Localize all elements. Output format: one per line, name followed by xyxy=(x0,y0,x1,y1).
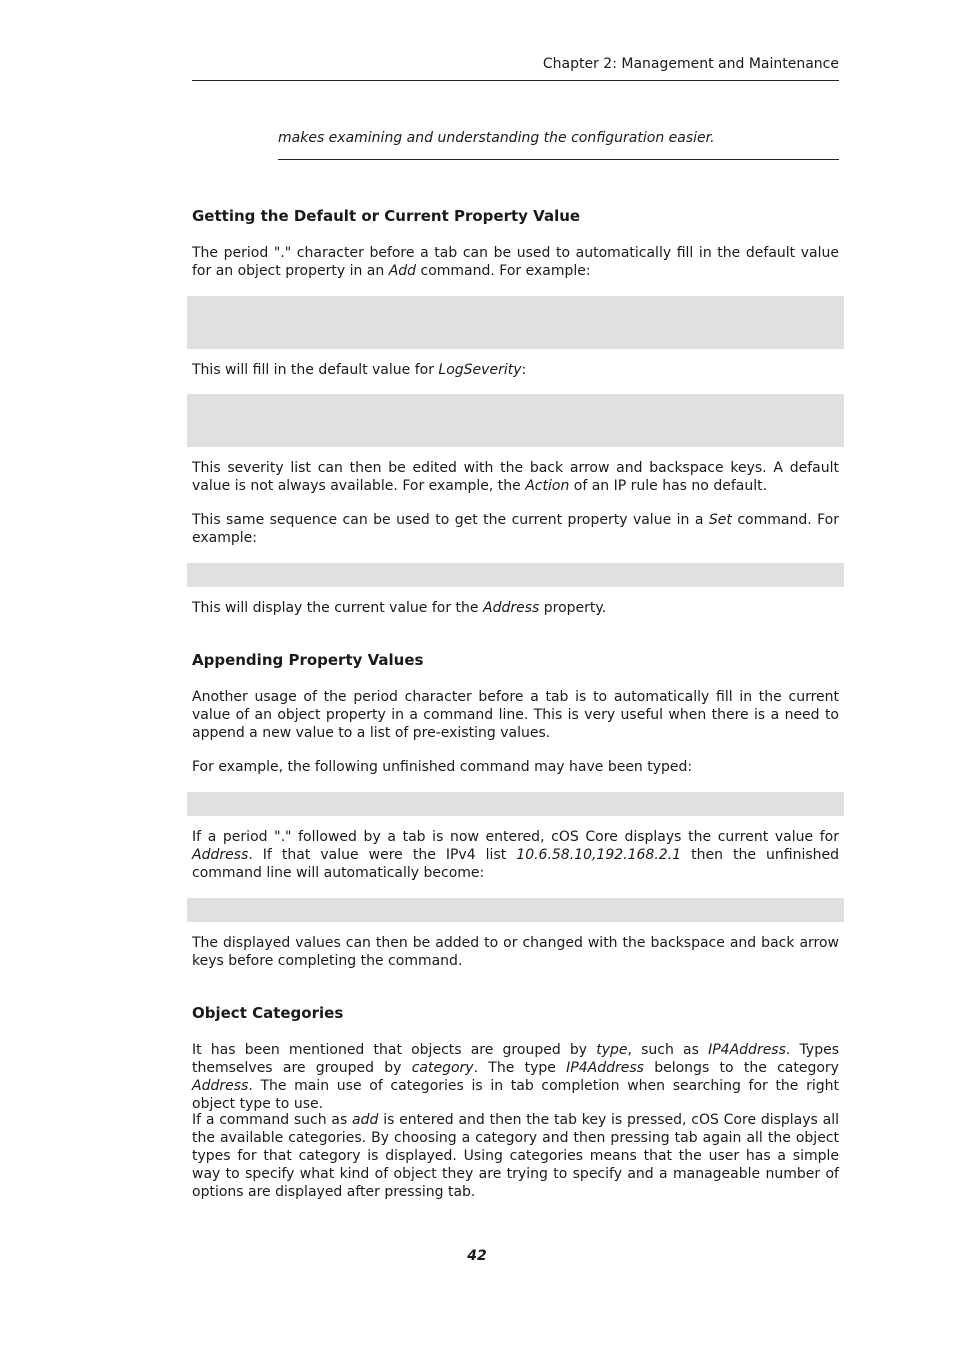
paragraph: This same sequence can be used to get the current property value in a Set command. For example: xyxy=(192,512,839,546)
paragraph: The displayed values can then be added to or changed with the backspace and back arrow keys before completing the command. xyxy=(192,935,839,969)
note-rule xyxy=(278,159,839,160)
page-number: 42 xyxy=(467,1248,487,1264)
code-block xyxy=(187,898,844,922)
running-header: Chapter 2: Management and Maintenance xyxy=(542,56,839,72)
code-block xyxy=(187,792,844,816)
section-title-object-categories: Object Categories xyxy=(192,1004,344,1022)
header-rule xyxy=(192,80,839,81)
paragraph: This will display the current value for the Address property. xyxy=(192,600,607,616)
code-block xyxy=(187,563,844,587)
note-tail: makes examining and understanding the configuration easier. xyxy=(278,130,715,146)
paragraph: It has been mentioned that objects are grouped by type, such as IP4Address. Types themselves are grouped by category. The type IP4Address belongs to the category Address. The main use of categories is in tab completion when searching for the right object type to use. xyxy=(192,1042,839,1112)
paragraph: The period "." character before a tab can be used to automatically fill in the default value for an object property in an Add command. For example: xyxy=(192,245,839,279)
paragraph: This severity list can then be edited with the back arrow and backspace keys. A default value is not always available. For example, the Action of an IP rule has no default. xyxy=(192,460,839,494)
section-title-appending: Appending Property Values xyxy=(192,651,424,669)
code-block xyxy=(187,296,844,349)
paragraph: If a command such as add is entered and then the tab key is pressed, cOS Core displays all the available categories. By choosing a category and then pressing tab again all the object types for that category is displayed. Using categories means that the user has a simple way to specify what kind of object they are trying to specify and a manageable number of options are displayed after pressing tab. xyxy=(192,1112,839,1200)
paragraph: For example, the following unfinished command may have been typed: xyxy=(192,759,693,775)
section-title-default-value: Getting the Default or Current Property Value xyxy=(192,207,581,225)
paragraph: This will fill in the default value for LogSeverity: xyxy=(192,362,527,378)
paragraph: Another usage of the period character before a tab is to automatically fill in the current value of an object property in a command line. This is very useful when there is a need to append a new value to a list of pre-existing values. xyxy=(192,689,839,741)
paragraph: If a period "." followed by a tab is now entered, cOS Core displays the current value for Address. If that value were the IPv4 list 10.6.58.10,192.168.2.1 then the unfinished command line will automatically become: xyxy=(192,829,839,881)
code-block xyxy=(187,394,844,447)
